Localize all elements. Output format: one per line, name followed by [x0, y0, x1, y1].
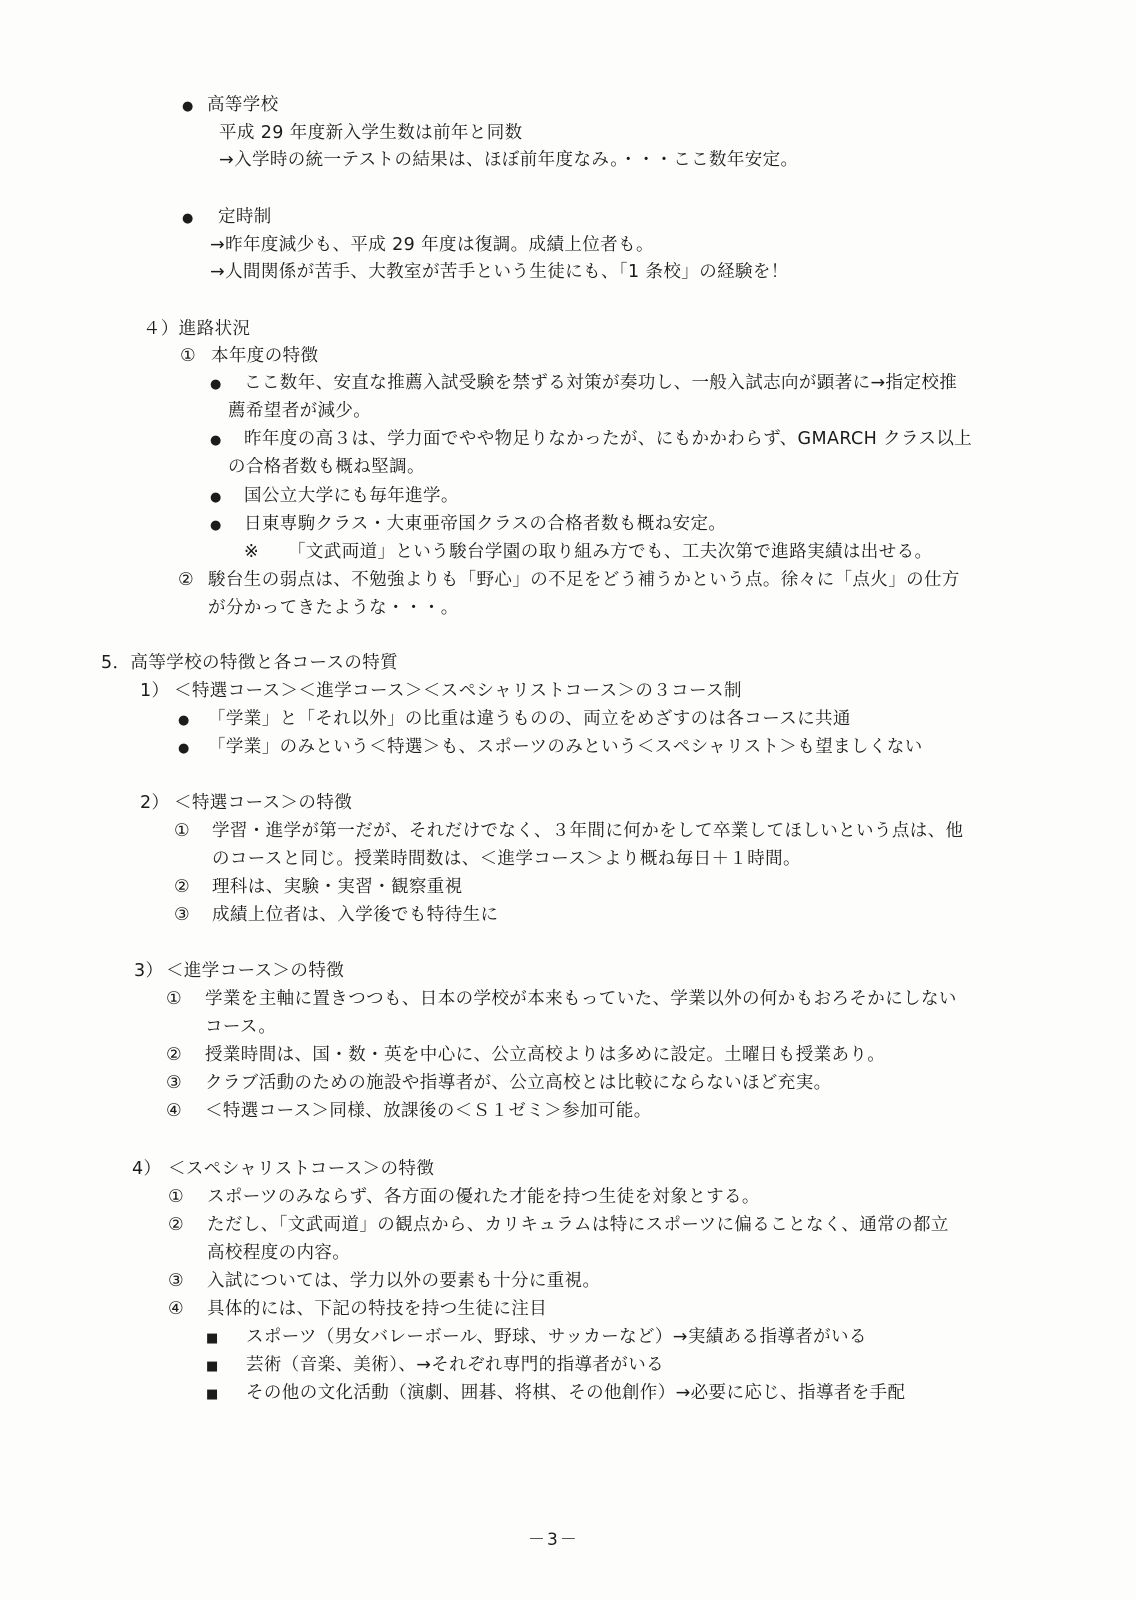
text-line: スポーツ（男女バレーボール、野球、サッカーなど）→実績ある指導者がいる — [246, 1327, 867, 1347]
item-title: ＜進学コース＞の特徴 — [166, 961, 345, 981]
page-number: －3－ — [528, 1530, 579, 1550]
square-bullet-icon: ■ — [206, 1331, 219, 1346]
text-line: 芸術（音楽、美術）、→それぞれ専門的指導者がいる — [246, 1355, 665, 1375]
circled-number: ① — [174, 821, 190, 841]
item-number: 3） — [134, 961, 164, 981]
text-line: 授業時間は、国・数・英を中心に、公立高校よりは多めに設定。土曜日も授業あり。 — [205, 1045, 886, 1065]
text-line: 国公立大学にも毎年進学。 — [244, 486, 459, 506]
text-line: 学習・進学が第一だが、それだけでなく、３年間に何かをして卒業してほしいという点は、他 — [212, 821, 964, 841]
bullet-icon: ● — [178, 713, 190, 728]
text-line: 学業を主軸に置きつつも、日本の学校が本来もっていた、学業以外の何かもおろそかにしない — [205, 989, 957, 1009]
item-title: 本年度の特徴 — [211, 346, 319, 366]
square-bullet-icon: ■ — [206, 1387, 219, 1402]
text-line: 理科は、実験・実習・観察重視 — [212, 877, 463, 897]
text-line: 「学業」のみという＜特選＞も、スポーツのみという＜スペシャリスト＞も望ましくない — [208, 737, 923, 757]
circled-number: ① — [166, 989, 182, 1009]
text-line: 「学業」と「それ以外」の比重は違うものの、両立をめざすのは各コースに共通 — [208, 709, 851, 729]
text-line: のコースと同じ。授業時間数は、＜進学コース＞より概ね毎日＋１時間。 — [212, 849, 801, 869]
item-title: ＜スペシャリストコース＞の特徴 — [168, 1159, 435, 1179]
subsection-title: 高等学校 — [207, 95, 279, 115]
bullet-icon: ● — [182, 211, 194, 226]
circled-number: ③ — [166, 1073, 182, 1093]
circled-number: ① — [180, 346, 196, 366]
text-line: 成績上位者は、入学後でも特待生に — [212, 905, 499, 925]
circled-number: ③ — [168, 1271, 184, 1291]
text-line: スポーツのみならず、各方面の優れた才能を持つ生徒を対象とする。 — [207, 1187, 760, 1207]
section-heading: ４）進路状況 — [143, 319, 251, 339]
circled-number: ④ — [166, 1101, 182, 1121]
text-line: 薦希望者が減少。 — [228, 401, 372, 421]
text-line: →昨年度減少も、平成 29 年度は復調。成績上位者も。 — [210, 235, 654, 255]
item-title: ＜特選コース＞＜進学コース＞＜スペシャリストコース＞の３コース制 — [174, 681, 742, 701]
circled-number: ③ — [174, 905, 190, 925]
text-line: 日東専駒クラス・大東亜帝国クラスの合格者数も概ね安定。 — [244, 514, 727, 534]
item-number: 4） — [132, 1159, 162, 1179]
text-line: ただし、「文武両道」の観点から、カリキュラムは特にスポーツに偏ることなく、通常の都立 — [207, 1215, 949, 1235]
square-bullet-icon: ■ — [206, 1359, 219, 1374]
bullet-icon: ● — [210, 433, 222, 448]
circled-number: ② — [174, 877, 190, 897]
text-line: ＜特選コース＞同様、放課後の＜Ｓ１ゼミ＞参加可能。 — [205, 1101, 652, 1121]
circled-number: ② — [166, 1045, 182, 1065]
text-line: が分かってきたような・・・。 — [208, 598, 459, 618]
text-line: →人間関係が苦手、大教室が苦手という生徒にも、「1 条校」の経験を！ — [210, 262, 789, 282]
text-line: 入試については、学力以外の要素も十分に重視。 — [207, 1271, 601, 1291]
text-line: クラブ活動のための施設や指導者が、公立高校とは比較にならないほど充実。 — [205, 1073, 832, 1093]
bullet-icon: ● — [210, 518, 222, 533]
text-line: コース。 — [205, 1017, 277, 1037]
bullet-icon: ● — [210, 490, 222, 505]
text-line: の合格者数も概ね堅調。 — [228, 457, 425, 477]
text-line: 高校程度の内容。 — [207, 1243, 351, 1263]
text-line: 駿台生の弱点は、不勉強よりも「野心」の不足をどう補うかという点。徐々に「点火」の仕方 — [208, 570, 960, 590]
item-number: 2） — [140, 793, 170, 813]
text-line: その他の文化活動（演劇、囲碁、将棋、その他創作）→必要に応じ、指導者を手配 — [246, 1383, 906, 1403]
circled-number: ② — [168, 1215, 184, 1235]
section-heading: 5．高等学校の特徴と各コースの特質 — [101, 653, 399, 673]
circled-number: ② — [178, 570, 194, 590]
note-mark: ※ — [244, 542, 259, 562]
text-line: →入学時の統一テストの結果は、ほぼ前年度なみ。・・・ここ数年安定。 — [219, 150, 799, 170]
subsection-title: 定時制 — [218, 207, 272, 227]
circled-number: ① — [168, 1187, 184, 1207]
item-title: ＜特選コース＞の特徴 — [174, 793, 353, 813]
text-line: ここ数年、安直な推薦入試受験を禁ずる対策が奏功し、一般入試志向が顕著に→指定校推 — [244, 373, 958, 393]
bullet-icon: ● — [182, 99, 194, 114]
text-line: 具体的には、下記の特技を持つ生徒に注目 — [207, 1299, 548, 1319]
bullet-icon: ● — [210, 377, 222, 392]
bullet-icon: ● — [178, 741, 190, 756]
circled-number: ④ — [168, 1299, 184, 1319]
item-number: 1） — [140, 681, 170, 701]
note-text: 「文武両道」という駿台学園の取り組み方でも、工夫次第で進路実績は出せる。 — [288, 542, 933, 562]
text-line: 昨年度の高３は、学力面でやや物足りなかったが、にもかかわらず、GMARCH クラス以上 — [244, 429, 973, 449]
text-line: 平成 29 年度新入学生数は前年と同数 — [219, 123, 523, 143]
